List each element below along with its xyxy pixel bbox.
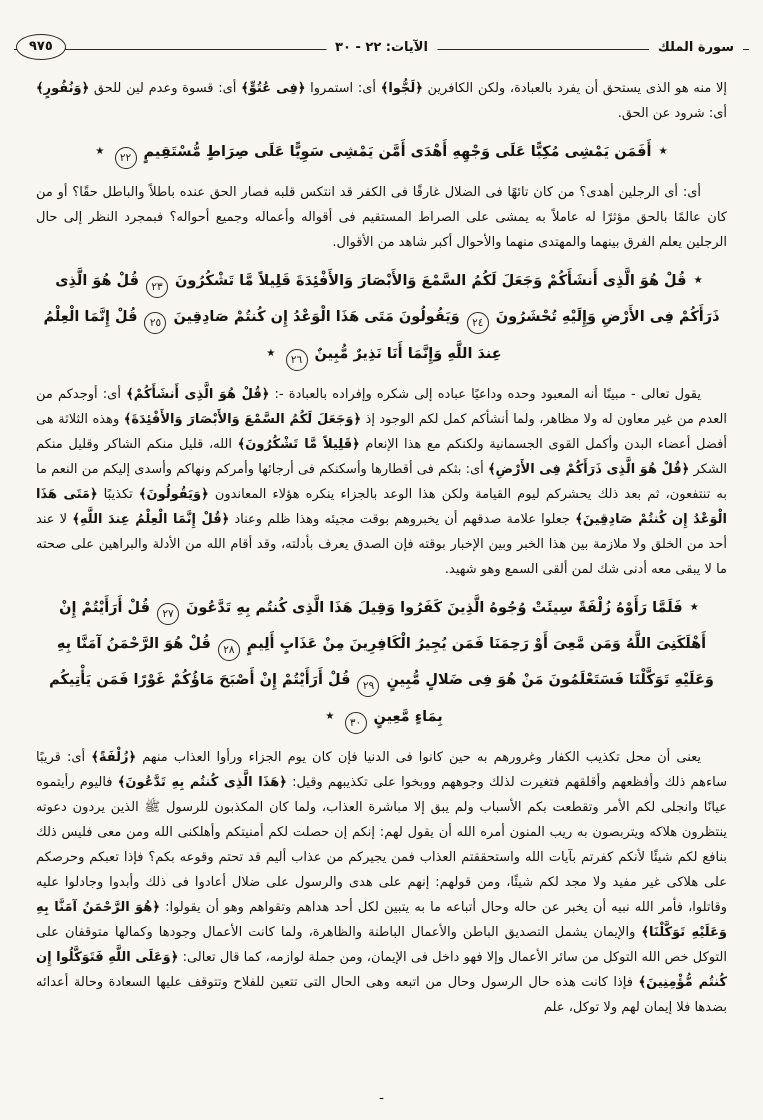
ayah-number: ٢٦ — [286, 349, 308, 371]
surah-title: سورة الملك — [649, 36, 743, 60]
ornament-icon: ٭ — [693, 270, 703, 290]
verse-text: قُلْ أَرَأَيْتُمْ إِنْ أَصْبَحَ مَاؤُكُمْ غَوْرًا فَمَن يَأْتِيكُم بِمَاءٍ مَّعِينٍ — [49, 672, 443, 725]
inline-quote: ﴿وَنُفُورٍ﴾ — [36, 81, 90, 96]
verse-text: قُلْ أَرَأَيْتُمْ إِنْ أَهْلَكَنِىَ اللَّهُ وَمَن مَّعِىَ أَوْ رَحِمَنَا فَمَن يُجِيرُ الْكَافِرِينَ مِنْ عَذَابٍ أَلِيمٍ — [59, 600, 707, 652]
inline-quote: ﴿وَعَلَى اللَّهِ فَتَوَكَّلُوا إِن كُنتُم مُّؤْمِنِينَ﴾ — [36, 950, 727, 990]
quran-verse-block — [40, 589, 723, 735]
commentary-paragraph: أى: أى الرجلين أهدى؟ من كان تائهًا فى الضلال غارقًا فى الكفر قد انتكس قلبه فصار الحق عنده باطلاً والباطل حقًا؟ أو من كان عالمًا بالحق مؤثرًا له عاملاً به يمشى على الصراط المستقيم فى أقواله وأعماله وجميع أحواله؟ فبمجرد النظر إلى حال الرجلين يعلم الفرق بينهما والمهتدى منهما والأحوال أكبر شاهد من الأقوال. — [36, 185, 727, 250]
inline-quote: ﴿وَيَقُولُونَ﴾ — [138, 487, 209, 502]
verse-text: قُلْ هُوَ الرَّحْمَنُ آمَنَّا بِهِ وَعَلَيْهِ تَوَكَّلْنَا فَسَتَعْلَمُونَ مَنْ هُوَ فِى ضَلالٍ مُّبِينٍ — [56, 636, 714, 688]
ayah-number: ٢٨ — [218, 639, 240, 661]
ayah-number: ٢٣ — [146, 276, 168, 298]
inline-quote: ﴿هَذَا الَّذِى كُنتُم بِهِ تَدَّعُونَ﴾ — [117, 775, 287, 790]
ornament-icon: ٭ — [266, 343, 276, 363]
verse-text: قُلْ إِنَّمَا الْعِلْمُ عِندَ اللَّهِ وَإِنَّمَا أَنَا نَذِيرٌ مُّبِينٌ — [43, 309, 502, 362]
inline-quote: ﴿قُلْ إِنَّمَا الْعِلْمُ عِندَ اللَّهِ﴾ — [72, 512, 230, 527]
commentary-paragraph: إلا منه هو الذى يستحق أن يفرد بالعبادة، ولكن الكافرين ﴿لَجُّوا﴾ أى: استمروا ﴿فِى عُتُوٍّ﴾ أى: قسوة وعدم لين للحق ﴿وَنُفُورٍ﴾ أى: شرود عن الحق. — [36, 81, 728, 121]
commentary-paragraph: يقول تعالى - مبينًا أنه المعبود وحده وداعيًا عباده إلى شكره وإفراده بالعبادة -: ﴿قُلْ هُوَ الَّذِى أَنشَأَكُمْ﴾ أى: أوجدكم من العدم من غير معاون له ولا مظاهر، ولما أنشأكم كمل لكم الوجود إذ ﴿وَجَعَلَ لَكُمُ السَّمْعَ وَالأَبْصَارَ وَالأَفْئِدَةَ﴾ وهذه الثلاثة هى أفضل أعضاء البدن وأكمل القوى الجسمانية ولكنكم مع هذا الإنعام ﴿قَلِيلاً مَّا تَشْكُرُونَ﴾ الله، قليل منكم الشاكر وقليل منكم الشكر ﴿قُلْ هُوَ الَّذِى ذَرَأَكُمْ فِى الأَرْضِ﴾ أى: بثكم فى أقطارها وأسكنكم فى أرجائها وأمركم ونهاكم وأسدى إليكم من النعم ما به تنتفعون، ثم بعد ذلك يحشركم ليوم القيامة ولكن هذا الوعد بالجزاء ينكره هؤلاء المعاندون ﴿وَيَقُولُونَ﴾ تكذيبًا ﴿مَتَى هَذَا الْوَعْدُ إِن كُنتُمْ صَادِقِينَ﴾ جعلوا علامة صدقهم أن يخبروهم بوقت مجيئه وهذا ظلم وعناد ﴿قُلْ إِنَّمَا الْعِلْمُ عِندَ اللَّهِ﴾ لا عند أحد من الخلق ولا ملازمة بين هذا الخبر وبين الإخبار بوقته فإن الصدق يعرف بأدلته، وقد أقام الله من الأدلة والبراهين على صحته ما لا يبقى معه أدنى شك لمن ألقى السمع وهو شهيد. — [36, 387, 728, 577]
page-number: ٩٧٥ — [16, 34, 66, 60]
inline-quote: ﴿وَجَعَلَ لَكُمُ السَّمْعَ وَالأَبْصَارَ وَالأَفْئِدَةَ﴾ — [123, 412, 362, 427]
verse-text: وَيَقُولُونَ مَتَى هَذَا الْوَعْدُ إِن كُنتُمْ صَادِقِينَ — [173, 309, 460, 325]
ayat-range: الآيات: ٢٢ - ٣٠ — [326, 36, 437, 60]
inline-quote: ﴿قُلْ هُوَ الَّذِى ذَرَأَكُمْ فِى الأَرْضِ﴾ — [487, 462, 690, 477]
ornament-icon: ٭ — [689, 597, 699, 617]
footer-mark: ـ — [379, 1088, 384, 1102]
ornament-icon: ٭ — [325, 706, 335, 726]
page-header — [14, 36, 749, 62]
ornament-icon: ٭ — [658, 141, 668, 161]
page-content — [36, 76, 727, 1080]
verse-text: قُلْ هُوَ الَّذِى ذَرَأَكُمْ فِى الأَرْضِ وَإِلَيْهِ تُحْشَرُونَ — [55, 273, 720, 325]
inline-quote: ﴿هُوَ الرَّحْمَنُ آمَنَّا بِهِ وَعَلَيْهِ تَوَكَّلْنَا﴾ — [36, 900, 727, 940]
ornament-icon: ٭ — [95, 141, 105, 161]
ayah-number: ٢٩ — [357, 675, 379, 697]
verse-text: قُلْ هُوَ الَّذِى أَنشَأَكُمْ وَجَعَلَ لَكُمُ السَّمْعَ وَالأَبْصَارَ وَالأَفْئِدَةَ قَلِيلاً مَّا تَشْكُرُونَ — [175, 273, 687, 289]
commentary-paragraph: يعنى أن محل تكذيب الكفار وغرورهم به حين كانوا فى الدنيا فإن كان يوم الجزاء ورأوا العذاب منهم ﴿زُلْفَةً﴾ أى: قريبًا ساءهم ذلك وأفظعهم وأقلقهم فتغيرت لذلك وجوههم ووبخوا على تكذيبهم وقيل: ﴿هَذَا الَّذِى كُنتُم بِهِ تَدَّعُونَ﴾ فاليوم رأيتموه عيانًا وانجلى لكم الأمر وتقطعت بكم الأسباب ولم يبق إلا مباشرة العذاب، ولما كان المكذبون للرسول ﷺ الذين يردون دعوته ينتظرون هلاكه ويتربصون به ريب المنون أمره الله أن يقول لهم: إنكم إن حصلت لكم أمنيتكم وأهلكنى الله ومن معى فليس ذلك بنافع لكم شيئًا لأنكم كفرتم بآيات الله واستحققتم العذاب فمن يجيركم من عذاب أليم قد تحتم وقوعه بكم؟ فإذا تعبكم وحرصكم على هلاكى غير مفيد ولا مجد لكم شيئًا، ومن قولهم: إنهم على هدى والرسول على ضلال أعادوا فى ذلك وأبدوا وجادلوا عليه وقاتلوا، فأمر الله نبيه أن يخبر عن حاله وحال أتباعه ما به يتبين لكل أحد هداهم وتقواهم وهو أن يقولوا: ﴿هُوَ الرَّحْمَنُ آمَنَّا بِهِ وَعَلَيْهِ تَوَكَّلْنَا﴾ والإيمان يشمل التصديق الباطن والأعمال الباطنة والظاهرة، ولما كانت الأعمال وجودها وكمالها متوقفان على التوكل خص الله التوكل من سائر الأعمال وإلا فهو داخل فى الإيمان، ومن جملة لوازمه، كما قال تعالى: ﴿وَعَلَى اللَّهِ فَتَوَكَّلُوا إِن كُنتُم مُّؤْمِنِينَ﴾ فإذا كانت هذه حال الرسول وحال من اتبعه وهى الحال التى تتعين للفلاح وتتوقف عليها السعادة وحالة أعدائه بضدها فلا إيمان لهم ولا توكل، علم — [36, 750, 728, 1015]
quran-verse-block — [40, 133, 723, 170]
ayah-number: ٢٤ — [467, 312, 489, 334]
verse-text: فَلَمَّا رَأَوْهُ زُلْفَةً سِيئَتْ وُجُوهُ الَّذِينَ كَفَرُوا وَقِيلَ هَذَا الَّذِى كُنتُم بِهِ تَدَّعُونَ — [185, 600, 683, 616]
inline-quote: ﴿مَتَى هَذَا الْوَعْدُ إِن كُنتُمْ صَادِقِينَ﴾ — [36, 487, 727, 527]
ayah-number: ٢٥ — [144, 312, 166, 334]
verse-text: أَفَمَن يَمْشِى مُكِبًّا عَلَى وَجْهِهِ أَهْدَى أَمَّن يَمْشِى سَوِيًّا عَلَى صِرَاطٍ مُّسْتَقِيمٍ — [143, 144, 652, 160]
ayah-number: ٣٠ — [345, 712, 367, 734]
ayah-number: ٢٢ — [115, 147, 137, 169]
inline-quote: ﴿لَجُّوا﴾ — [380, 81, 423, 96]
ayah-number: ٢٧ — [157, 603, 179, 625]
inline-quote: ﴿قُلْ هُوَ الَّذِى أَنشَأَكُمْ﴾ — [126, 387, 270, 402]
inline-quote: ﴿فِى عُتُوٍّ﴾ — [241, 81, 306, 96]
inline-quote: ﴿قَلِيلاً مَّا تَشْكُرُونَ﴾ — [237, 437, 360, 452]
quran-verse-block — [40, 262, 723, 372]
inline-quote: ﴿زُلْفَةً﴾ — [91, 750, 137, 765]
